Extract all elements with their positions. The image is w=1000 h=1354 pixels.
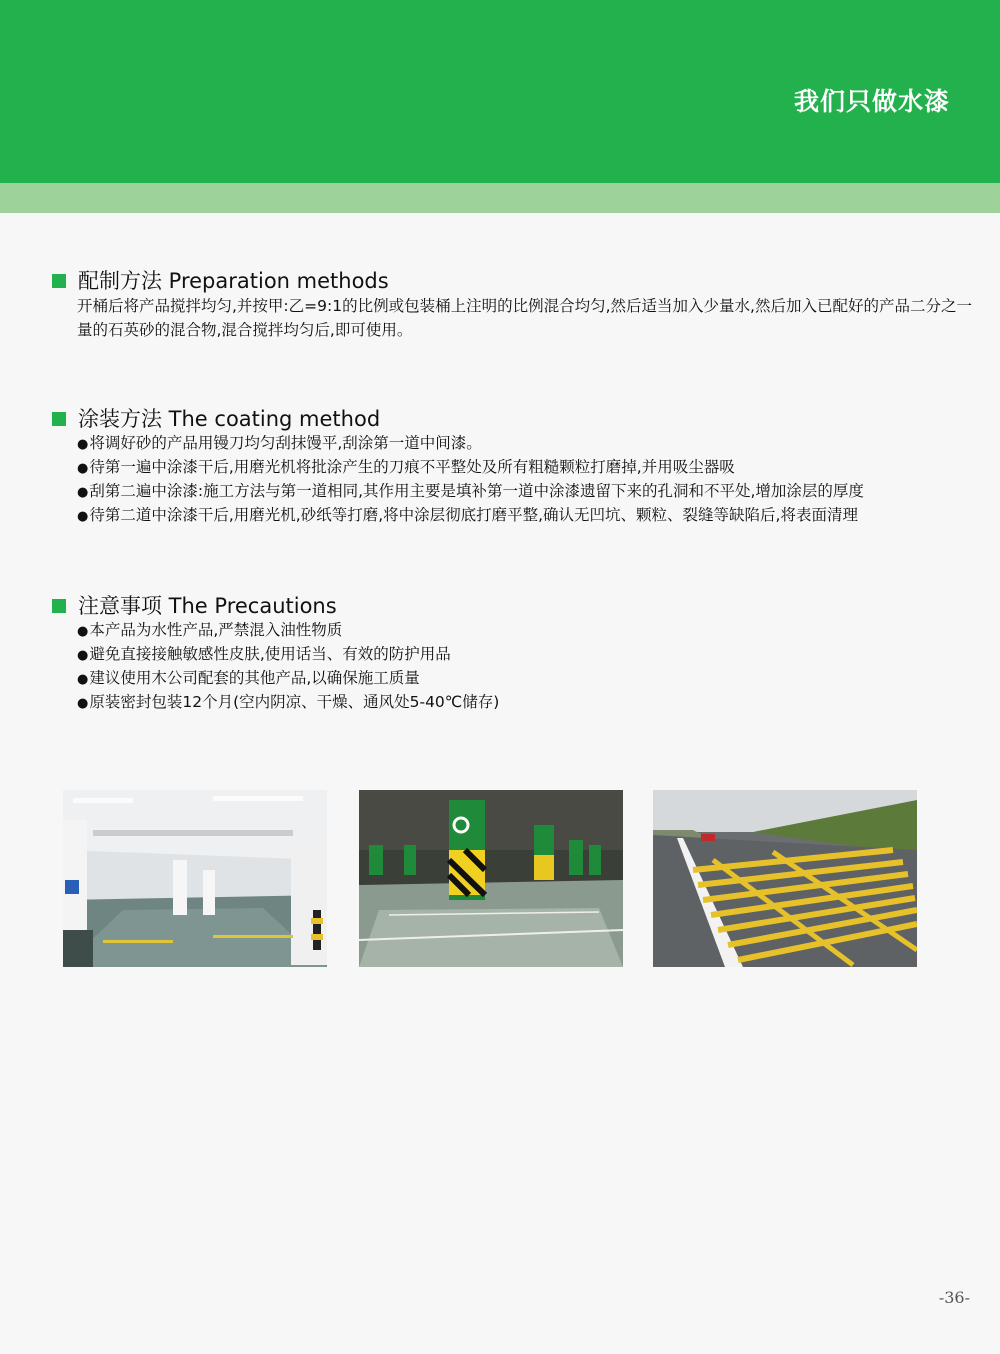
- bullet-dot-icon: ●: [77, 624, 89, 639]
- bullet-dot-icon: ●: [77, 509, 89, 524]
- list-item-text: 待第一遍中涂漆干后,用磨光机将批涂产生的刀痕不平整处及所有粗糙颗粒打磨掉,并用吸尘器吸: [89, 458, 735, 476]
- list-item: [77, 480, 972, 504]
- list-item-text: 刮第二遍中涂漆:施工方法与第一道相同,其作用主要是填补第一道中涂漆遗留下来的孔洞和不平处,增加涂层的厚度: [89, 482, 864, 500]
- bullet-dot-icon: ●: [77, 437, 89, 452]
- list-item-text: 原装密封包装12个月(空内阴凉、干燥、通风处5-40℃储存): [89, 693, 500, 711]
- bullet-list: [77, 432, 972, 528]
- section-precautions: [52, 593, 972, 715]
- list-item-text: 待第二道中涂漆干后,用磨光机,砂纸等打磨,将中涂层彻底打磨平整,确认无凹坑、颗粒、裂缝等缺陷后,将表面清理: [89, 506, 858, 524]
- section-title: [52, 593, 972, 619]
- list-item: [77, 456, 972, 480]
- section-title-text: 注意事项 The Precautions: [78, 594, 337, 618]
- photo-parking-garage-green: [359, 790, 623, 967]
- bullet-dot-icon: ●: [77, 696, 89, 711]
- photo-parking-garage-bright: [63, 790, 327, 967]
- list-item: [77, 432, 972, 456]
- list-item-text: 本产品为水性产品,严禁混入油性物质: [89, 621, 343, 639]
- photo-road-markings: [653, 790, 917, 967]
- section-title: [52, 268, 972, 294]
- bullet-dot-icon: ●: [77, 461, 89, 476]
- list-item-text: 避免直接接触敏感性皮肤,使用话当、有效的防护用品: [89, 645, 451, 663]
- green-pillar-garage-image: [359, 790, 623, 967]
- square-bullet-icon: [52, 274, 66, 288]
- square-bullet-icon: [52, 599, 66, 613]
- road-marking-image: [653, 790, 917, 967]
- section-title: [52, 406, 972, 432]
- list-item: [77, 643, 972, 667]
- list-item: [77, 504, 972, 528]
- header-banner: [0, 0, 1000, 183]
- list-item: [77, 691, 972, 715]
- section-paragraph: 开桶后将产品搅拌均匀,并按甲:乙=9:1的比例或包装桶上注明的比例混合均匀,然后适当加入少量水,然后加入已配好的产品二分之一量的石英砂的混合物,混合搅拌均匀后,即可使用。: [77, 297, 972, 339]
- bullet-list: [77, 619, 972, 715]
- section-coating: [52, 406, 972, 528]
- list-item: [77, 667, 972, 691]
- parking-garage-image: [63, 790, 327, 967]
- slogan: 我们只做水漆: [793, 87, 950, 116]
- list-item-text: 建议使用木公司配套的其他产品,以确保施工质量: [89, 669, 420, 687]
- list-item-text: 将调好砂的产品用镘刀均匀刮抹馒平,刮涂第一道中间漆。: [89, 434, 482, 452]
- section-title-text: 涂装方法 The coating method: [78, 407, 381, 431]
- bullet-dot-icon: ●: [77, 485, 89, 500]
- list-item: [77, 619, 972, 643]
- header-strip: [0, 183, 1000, 213]
- bullet-dot-icon: ●: [77, 648, 89, 663]
- section-title-text: 配制方法 Preparation methods: [78, 269, 389, 293]
- page-number: -36-: [938, 1288, 970, 1307]
- section-preparation: [52, 268, 972, 342]
- square-bullet-icon: [52, 412, 66, 426]
- bullet-dot-icon: ●: [77, 672, 89, 687]
